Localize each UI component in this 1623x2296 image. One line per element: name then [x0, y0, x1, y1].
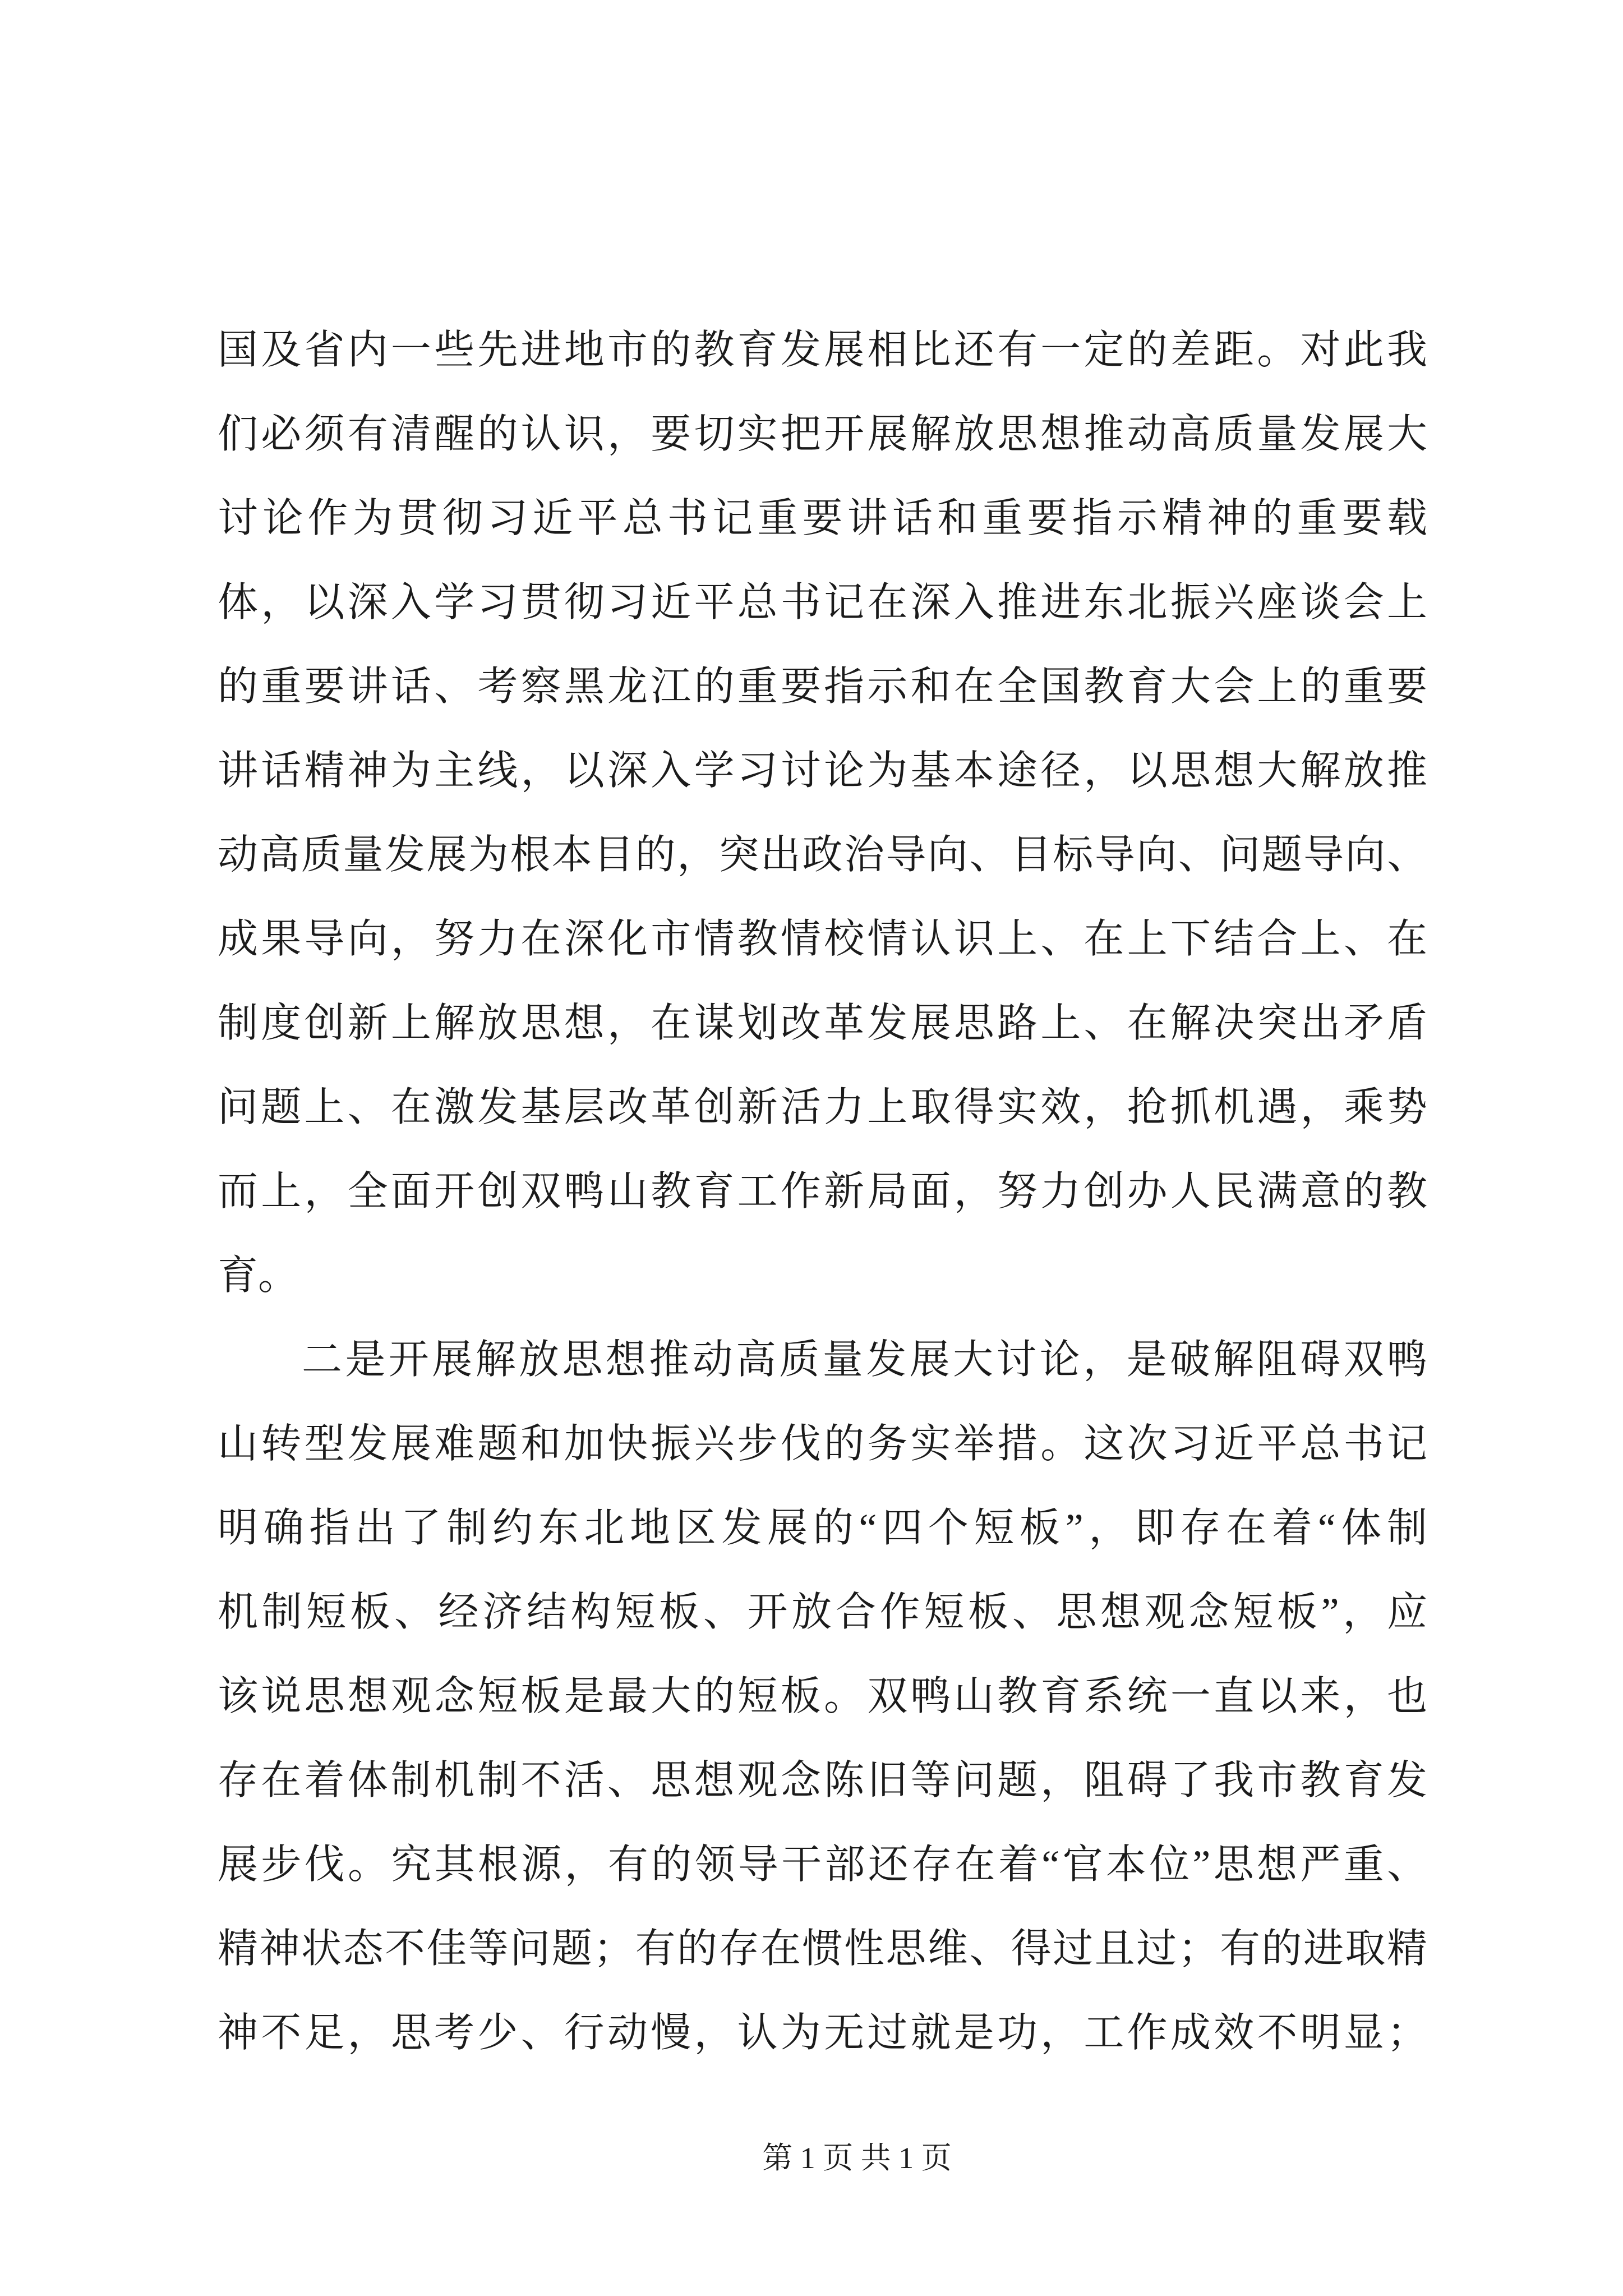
- text-line: 精神状态不佳等问题；有的存在惯性思维、得过且过；有的进取精: [218, 1926, 1427, 1971]
- text-line: 机制短板、经济结构短板、开放合作短板、思想观念短板”，应: [218, 1590, 1427, 1635]
- paragraph: [218, 308, 1427, 1318]
- text-line: 存在着体制机制不活、思想观念陈旧等问题，阻碍了我市教育发: [218, 1758, 1427, 1803]
- paragraph: [218, 1318, 1427, 2075]
- text-line: 该说思想观念短板是最大的短板。双鸭山教育系统一直以来，也: [218, 1674, 1427, 1719]
- text-line: 山转型发展难题和加快振兴步伐的务实举措。这次习近平总书记: [218, 1421, 1427, 1466]
- text-line: 制度创新上解放思想，在谋划改革发展思路上、在解决突出矛盾: [218, 1001, 1427, 1046]
- text-line: 展步伐。究其根源，有的领导干部还存在着“官本位”思想严重、: [218, 1842, 1427, 1887]
- text-line: 二是开展解放思想推动高质量发展大讨论，是破解阻碍双鸭: [302, 1337, 1427, 1382]
- text-line: 成果导向，努力在深化市情教情校情认识上、在上下结合上、在: [218, 917, 1427, 961]
- text-line: 神不足，思考少、行动慢，认为无过就是功，工作成效不明显；: [218, 2010, 1427, 2055]
- text-line: 体，以深入学习贯彻习近平总书记在深入推进东北振兴座谈会上: [218, 580, 1427, 625]
- text-line: 国及省内一些先进地市的教育发展相比还有一定的差距。对此我: [218, 328, 1427, 372]
- text-line: 明确指出了制约东北地区发展的“四个短板”，即存在着“体制: [218, 1506, 1427, 1550]
- text-line: 动高质量发展为根本目的，突出政治导向、目标导向、问题导向、: [218, 832, 1427, 877]
- text-line: 讲话精神为主线，以深入学习讨论为基本途径，以思想大解放推: [218, 748, 1427, 793]
- text-line: 讨论作为贯彻习近平总书记重要讲话和重要指示精神的重要载: [218, 496, 1427, 541]
- text-line: 育。: [218, 1253, 299, 1298]
- document-body: [218, 308, 1427, 2075]
- text-line: 而上，全面开创双鸭山教育工作新局面，努力创办人民满意的教: [218, 1169, 1427, 1214]
- text-line: 的重要讲话、考察黑龙江的重要指示和在全国教育大会上的重要: [218, 664, 1427, 709]
- text-line: 问题上、在激发基层改革创新活力上取得实效，抢抓机遇，乘势: [218, 1085, 1427, 1130]
- page-footer: 第 1 页 共 1 页: [762, 2141, 952, 2175]
- text-line: 们必须有清醒的认识，要切实把开展解放思想推动高质量发展大: [218, 412, 1427, 457]
